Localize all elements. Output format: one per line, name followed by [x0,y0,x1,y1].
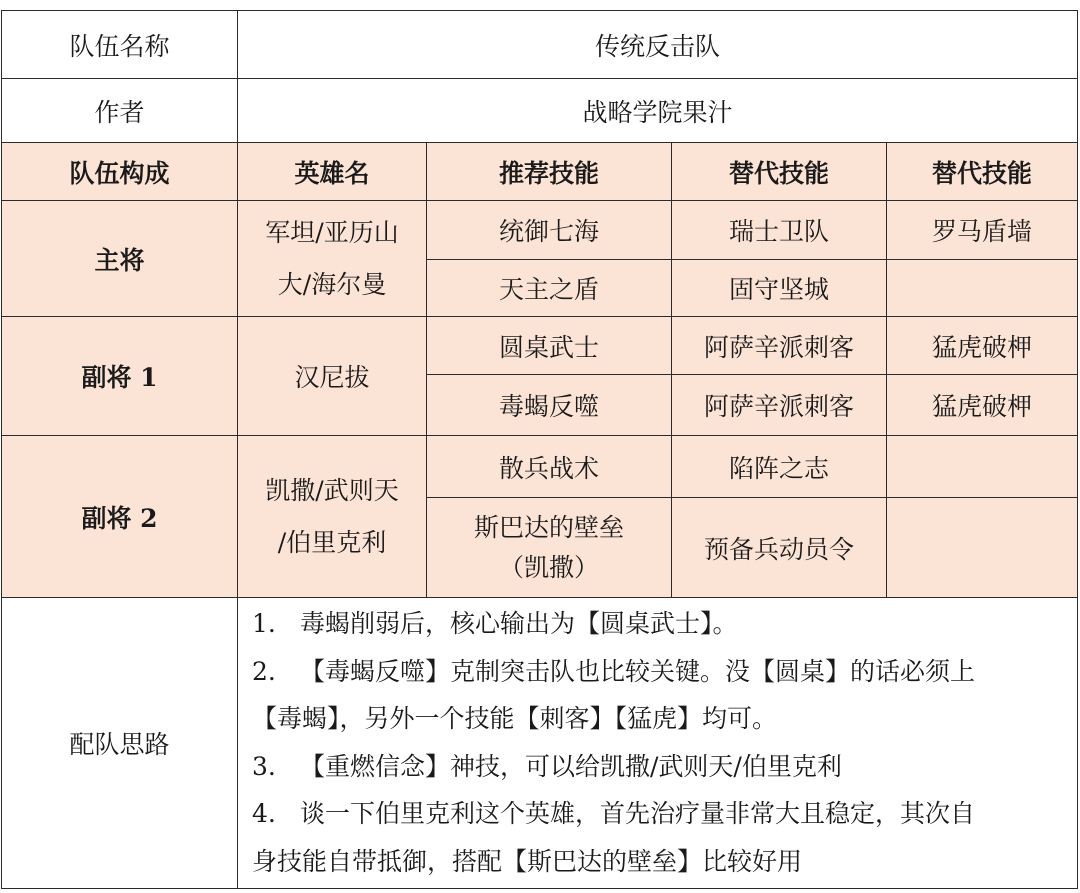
alt-skill-1: 阿萨辛派刺客 [672,317,887,375]
role-main: 主将 [2,201,238,317]
note-number: 1. [252,609,276,638]
alt-skill-2 [887,436,1078,498]
note-line [252,743,1063,791]
alt-skill-1: 陷阵之志 [672,436,887,498]
strategy-row [2,598,1078,889]
alt-skill-2: 猛虎破柙 [887,317,1078,375]
header-composition: 队伍构成 [2,143,238,201]
author-row [2,79,1078,143]
note-text: 毒蝎削弱后，核心输出为【圆桌武士】。 [300,609,738,638]
recommended-skill: 散兵战术 [427,436,672,498]
note-number: 2. [252,656,276,686]
header-alt-skill-2: 替代技能 [887,143,1078,201]
header-alt-skill-1: 替代技能 [672,143,887,201]
alt-skill-1: 固守坚城 [672,260,887,317]
recommended-skill: 圆桌武士 [427,317,672,375]
team-name-row [2,11,1078,79]
role-deputy-1: 副将 1 [2,317,238,436]
hero-line: 凯撒/武则天 [265,475,399,505]
alt-skill-1: 阿萨辛派刺客 [672,375,887,436]
recommended-skill: 统御七海 [427,201,672,260]
alt-skill-1: 瑞士卫队 [672,201,887,260]
column-header-row [2,143,1078,201]
table-row [2,436,1078,498]
alt-skill-2: 猛虎破柙 [887,375,1078,436]
note-number: 4. [252,799,276,828]
note-line [252,838,1063,886]
note-line [252,600,1063,648]
role-deputy-2: 副将 2 [2,436,238,598]
team-name-value: 传统反击队 [238,11,1078,79]
note-line [252,695,1063,743]
note-text: 【毒蝎反噬】克制突击队也比较关键。没【圆桌】的话必须上 [300,656,976,686]
alt-skill-1: 预备兵动员令 [672,498,887,598]
recommended-skill: 天主之盾 [427,260,672,317]
note-text: 【重燃信念】神技，可以给凯撒/武则天/伯里克利 [300,751,842,781]
note-line [252,648,1063,696]
hero-name-deputy-1: 汉尼拔 [238,317,427,436]
note-text: 【毒蝎】，另外一个技能【刺客】【猛虎】均可。 [252,704,778,733]
alt-skill-2: 罗马盾墙 [887,201,1078,260]
alt-skill-2 [887,498,1078,598]
skill-line: （凯撒） [498,552,599,582]
lineup-table [1,10,1078,889]
alt-skill-2 [887,260,1078,317]
hero-line: 军坦/亚历山 [265,217,399,247]
table-row [2,317,1078,375]
header-hero: 英雄名 [238,143,427,201]
strategy-label: 配队思路 [2,598,238,889]
skill-line: 斯巴达的壁垒 [473,512,624,542]
hero-name-deputy-2 [238,436,427,598]
author-label: 作者 [2,79,238,143]
note-number: 3. [252,751,276,781]
note-line [252,790,1063,838]
header-recommended-skill: 推荐技能 [427,143,672,201]
recommended-skill [427,498,672,598]
lineup-table-container [1,10,1078,889]
table-row [2,201,1078,260]
hero-line: 大/海尔曼 [277,269,387,299]
note-text: 谈一下伯里克利这个英雄，首先治疗量非常大且稳定，其次自 [300,799,976,828]
hero-name-main [238,201,427,317]
recommended-skill: 毒蝎反噬 [427,375,672,436]
author-value: 战略学院果汁 [238,79,1078,143]
strategy-notes [238,598,1078,889]
team-name-label: 队伍名称 [2,11,238,79]
note-text: 身技能自带抵御，搭配【斯巴达的壁垒】比较好用 [252,846,803,876]
hero-line: /伯里克利 [277,527,387,557]
